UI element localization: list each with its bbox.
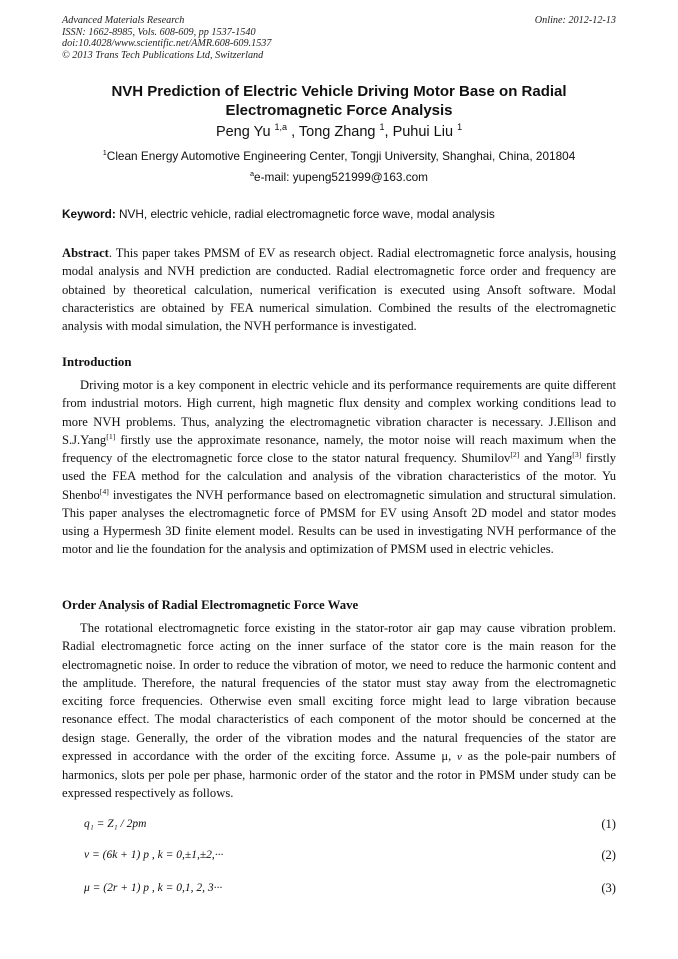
introduction-paragraph — [62, 376, 616, 559]
title-line-2: Electromagnetic Force Analysis — [225, 102, 453, 119]
journal-header — [62, 15, 616, 61]
order-text-1: The rotational electromagnetic force existing in the stator-rotor air gap may cause vibration problem. Radial electromagnetic force acting on the inner surface of the stator core is the main reason for the electromagnetic noise. In order to reduce the vibration of motor, we need to reduce the harmonic content and the amplitude. Therefore, the natural frequencies of the stator must stay away from the electromagnetic exciting force frequencies. Otherwise even small exciting force might lead to large vibration because resonance effect. The modal characteristics of each component of the motor should be concerned at the design stage. Generally, the order of the vibration modes and the natural frequencies of the stator are expressed in accordance with the order of the exciting force. Assume μ, — [62, 621, 616, 763]
equation-3 — [84, 879, 616, 897]
equation-1-number: (1) — [601, 817, 616, 831]
email-text: e-mail: yupeng521999@163.com — [254, 170, 429, 184]
section-heading-introduction: Introduction — [62, 355, 132, 369]
intro-text-4: firstly used the FEA method for the calculation and analysis of the vibration characteristics of the motor. Yu Shenbo — [62, 451, 617, 502]
author-1-affil: 1,a — [274, 122, 288, 133]
author-email — [62, 170, 616, 185]
citation-4: [4] — [99, 486, 109, 496]
author-sep-1: , — [287, 124, 299, 140]
intro-text-2: firstly use the approximate resonance, namely, the motor noise will reach maximum when the frequency of the electromagnetic force close to the stator natural frequency. Shumilov — [62, 432, 616, 465]
abstract-label: Abstract — [62, 246, 109, 260]
journal-name: Advanced Materials Research — [62, 15, 185, 26]
intro-text-3: and Yang — [519, 451, 573, 465]
order-analysis-paragraph — [62, 619, 616, 803]
equation-3-number: (3) — [601, 881, 616, 895]
author-sep-2: , — [384, 124, 393, 140]
nu-symbol: ν — [457, 750, 462, 763]
equation-1 — [84, 815, 616, 833]
online-date: Online: 2012-12-13 — [534, 15, 616, 26]
issn-line: ISSN: 1662-8985, Vols. 608-609, pp 1537-1540 — [62, 26, 256, 38]
equation-2-number: (2) — [601, 848, 616, 862]
equation-1-expression: q₁ = Z₁ / 2pm — [84, 818, 147, 830]
intro-text-5: investigates the NVH performance based on electromagnetic simulation and structural simulation. This paper analyses the electromagnetic force of PMSM for EV using Ansoft 2D model and stator modes using a Hypermesh 3D finite element model. Results can be used in investigating NVH performance of the motor and lie the foundation for the analysis and optimization of PMSM used in electric vehicles. — [62, 487, 616, 557]
abstract — [62, 244, 616, 335]
copyright-line: © 2013 Trans Tech Publications Ltd, Switzerland — [62, 49, 264, 61]
citation-1: [1] — [106, 431, 116, 441]
abstract-text: . This paper takes PMSM of EV as research object. Radial electromagnetic force analysis, housing modal analysis and NVH prediction are conducted. Radial electromagnetic force order and frequency are obtained by theoretical calculation, numerical verification is executed using Ansoft software. Modal characteristics are obtained by FEA numerical simulation. Combined the results of the electromagnetic analysis with modal simulation, the NVH performance is investigated. — [62, 246, 616, 333]
title-line-1: NVH Prediction of Electric Vehicle Driving Motor Base on Radial — [111, 83, 567, 100]
paper-title — [62, 82, 616, 120]
author-2: Tong Zhang — [298, 124, 376, 140]
affiliation — [62, 149, 616, 164]
keywords — [62, 207, 616, 222]
email-mark: a — [249, 169, 255, 179]
equation-2-expression: ν = (6k + 1) p , k = 0,±1,±2,··· — [84, 849, 224, 861]
author-2-affil: 1 — [379, 122, 385, 133]
citation-2: [2] — [510, 449, 520, 459]
keywords-label: Keyword: — [62, 207, 116, 221]
section-heading-order-analysis: Order Analysis of Radial Electromagnetic Force Wave — [62, 598, 359, 612]
author-3-affil: 1 — [457, 122, 463, 133]
author-3: Puhui Liu — [392, 124, 454, 140]
equation-2 — [84, 846, 616, 864]
order-text-2: as the pole-pair numbers of harmonics, slots per pole per phase, harmonic order of the stator and the rotor in PMSM under study can be expressed respectively as follows. — [62, 748, 616, 801]
doi-line: doi:10.4028/www.scientific.net/AMR.608-609.1537 — [62, 38, 272, 50]
equation-3-expression: μ = (2r + 1) p , k = 0,1, 2, 3··· — [84, 882, 223, 894]
affiliation-text: Clean Energy Automotive Engineering Center, Tongji University, Shanghai, China, 201804 — [106, 149, 576, 163]
author-list — [62, 123, 616, 141]
author-1: Peng Yu — [215, 124, 271, 140]
affiliation-mark: 1 — [102, 148, 107, 158]
citation-3: [3] — [572, 449, 582, 459]
intro-text-1: Driving motor is a key component in electric vehicle and its performance requirements are quite different from industrial motors. High current, high magnetic flux density and complex working conditions lead to more NVH problems. Thus, analyzing the electromagnetic vibration character is necessary. J.Ellison and S.J.Yang — [62, 378, 616, 447]
keywords-text: NVH, electric vehicle, radial electromagnetic force wave, modal analysis — [115, 207, 495, 221]
